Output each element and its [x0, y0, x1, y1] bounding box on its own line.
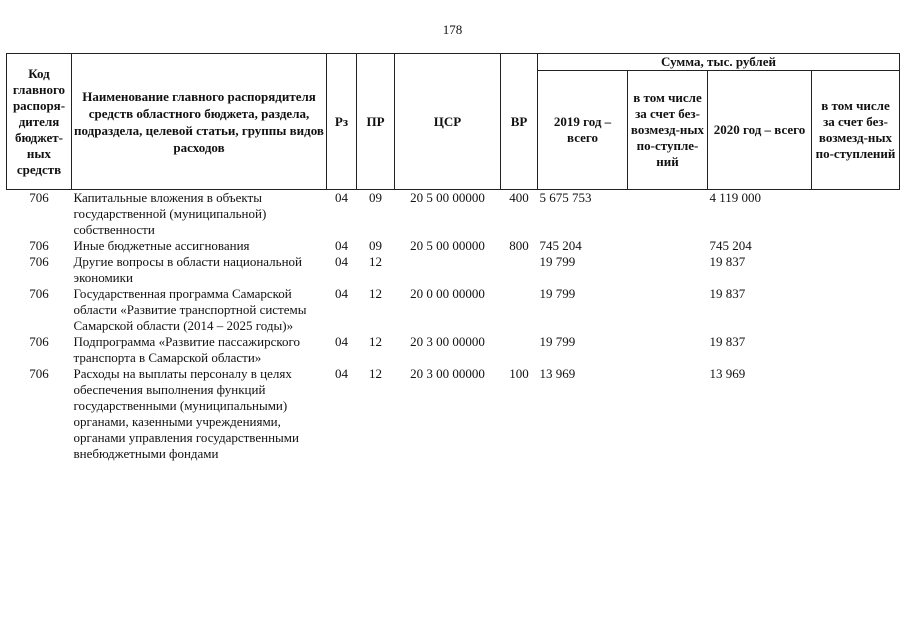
- cell-2020-total: 19 837: [709, 286, 746, 301]
- header-2020-total: 2020 год – всего: [708, 71, 812, 190]
- cell-pr: 12: [369, 334, 382, 349]
- cell-2020-free: [812, 254, 900, 286]
- cell-vr: 800: [509, 238, 529, 253]
- cell-vr: [501, 254, 538, 286]
- cell-vr: 400: [509, 190, 529, 205]
- cell-csr: 20 5 00 00000: [410, 238, 485, 253]
- cell-2019-total: 13 969: [539, 366, 576, 381]
- cell-rz: 04: [335, 334, 348, 349]
- header-2019-total: 2019 год – всего: [538, 71, 628, 190]
- cell-2019-total: 19 799: [539, 334, 576, 349]
- header-vr: ВР: [501, 54, 538, 190]
- cell-code: 706: [29, 286, 49, 301]
- cell-name: Капитальные вложения в объекты государственной (муниципальной) собственности: [73, 190, 267, 237]
- cell-code: 706: [29, 254, 49, 269]
- cell-csr: 20 3 00 00000: [410, 334, 485, 349]
- page-number: 178: [442, 22, 463, 37]
- cell-pr: 12: [369, 286, 382, 301]
- cell-2019-total: 745 204: [539, 238, 582, 253]
- cell-rz: 04: [335, 366, 348, 381]
- cell-pr: 09: [369, 238, 382, 253]
- table-row: [7, 238, 900, 254]
- cell-code: 706: [29, 366, 49, 381]
- cell-2019-total: 19 799: [539, 286, 576, 301]
- table-row: [7, 190, 900, 239]
- cell-code: 706: [29, 190, 49, 205]
- cell-2020-total: 745 204: [709, 238, 752, 253]
- cell-2020-free: [812, 190, 900, 239]
- cell-2020-total: 19 837: [709, 334, 746, 349]
- cell-vr: 100: [509, 366, 529, 381]
- cell-csr: 20 0 00 00000: [410, 286, 485, 301]
- cell-code: 706: [29, 238, 49, 253]
- cell-2020-free: [812, 366, 900, 462]
- cell-name: Иные бюджетные ассигнования: [73, 238, 250, 253]
- table-body: [7, 190, 900, 463]
- table-row: [7, 334, 900, 366]
- table-row: [7, 254, 900, 286]
- cell-code: 706: [29, 334, 49, 349]
- cell-2020-total: 19 837: [709, 254, 746, 269]
- cell-rz: 04: [335, 254, 348, 269]
- cell-csr: 20 5 00 00000: [410, 190, 485, 205]
- header-pr: ПР: [357, 54, 395, 190]
- cell-name: Расходы на выплаты персоналу в целях обеспечения выполнения функций государственными (муниципальными) органами, казенными учреждениями, органами управления государственными внебюджетными фондами: [73, 366, 299, 461]
- cell-2019-free: [628, 334, 708, 366]
- cell-2019-free: [628, 254, 708, 286]
- header-rz: Рз: [327, 54, 357, 190]
- cell-csr: [395, 254, 501, 286]
- header-2020-free: в том числе за счет без-возмезд-ных по-ступлений: [812, 71, 900, 190]
- cell-2019-free: [628, 286, 708, 334]
- cell-2019-total: 5 675 753: [539, 190, 592, 205]
- cell-2020-free: [812, 286, 900, 334]
- cell-2019-free: [628, 238, 708, 254]
- cell-name: Государственная программа Самарской области «Развитие транспортной системы Самарской области (2014 – 2025 годы)»: [73, 286, 307, 333]
- cell-rz: 04: [335, 286, 348, 301]
- budget-table: [6, 53, 900, 462]
- header-name: Наименование главного распорядителя средств областного бюджета, раздела, подраздела, целевой статьи, группы видов расходов: [72, 54, 327, 190]
- cell-2020-total: 13 969: [709, 366, 746, 381]
- cell-name: Подпрограмма «Развитие пассажирского транспорта в Самарской области»: [73, 334, 301, 365]
- cell-vr: [501, 334, 538, 366]
- cell-rz: 04: [335, 190, 348, 205]
- table-row: [7, 286, 900, 334]
- cell-2019-free: [628, 190, 708, 239]
- cell-csr: 20 3 00 00000: [410, 366, 485, 381]
- header-sum: Сумма, тыс. рублей: [538, 54, 900, 71]
- header-2019-free: в том числе за счет без-возмезд-ных по-ступле-ний: [628, 71, 708, 190]
- cell-pr: 12: [369, 254, 382, 269]
- cell-vr: [501, 286, 538, 334]
- cell-2019-total: 19 799: [539, 254, 576, 269]
- table-row: [7, 366, 900, 462]
- header-csr: ЦСР: [395, 54, 501, 190]
- cell-2020-total: 4 119 000: [709, 190, 762, 205]
- cell-2019-free: [628, 366, 708, 462]
- cell-rz: 04: [335, 238, 348, 253]
- header-code: Код главного распоря-дителя бюджет-ных средств: [7, 54, 72, 190]
- table-header: [7, 54, 900, 190]
- cell-2020-free: [812, 334, 900, 366]
- cell-pr: 12: [369, 366, 382, 381]
- cell-2020-free: [812, 238, 900, 254]
- cell-pr: 09: [369, 190, 382, 205]
- cell-name: Другие вопросы в области национальной экономики: [73, 254, 302, 285]
